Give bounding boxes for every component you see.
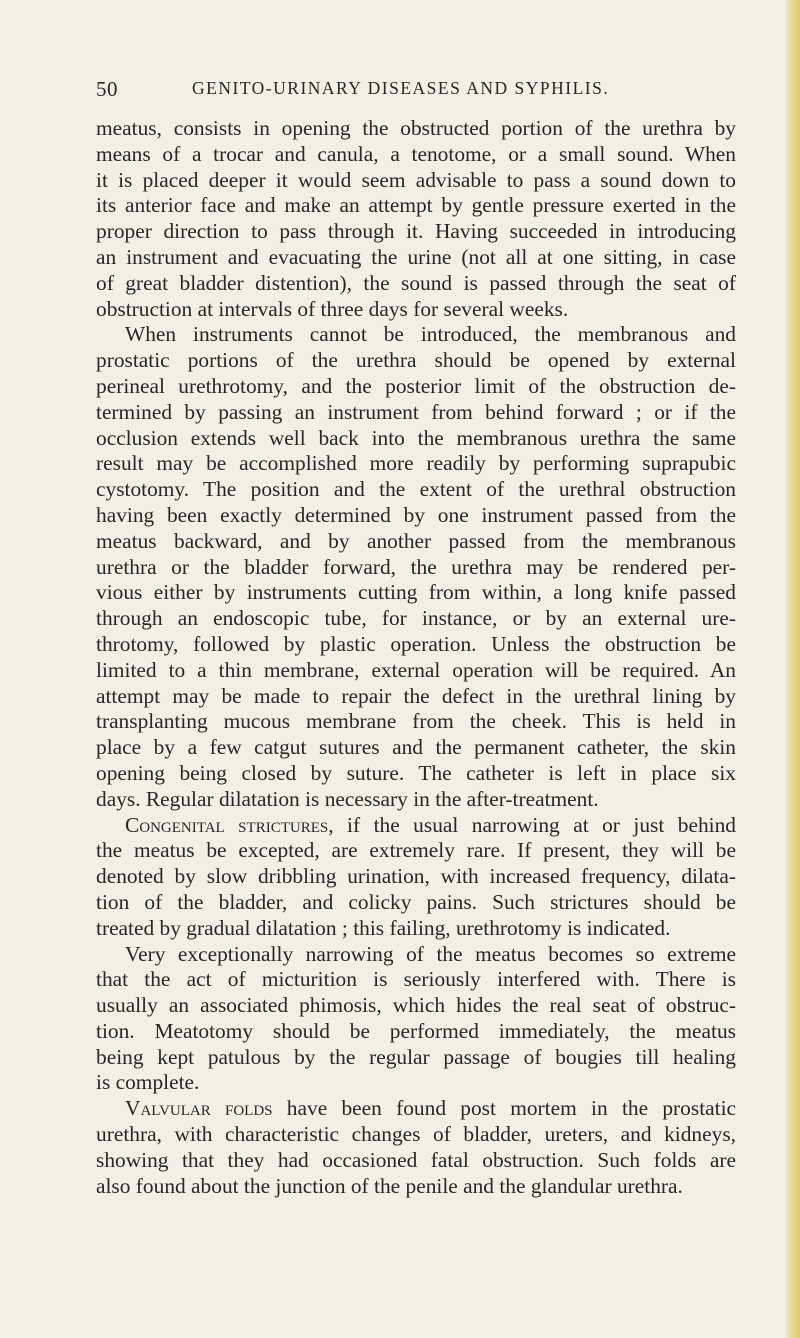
text-line: transplanting mucous membrane from the cheek. This is held in [96, 709, 736, 734]
text-line: occlusion extends well back into the membranous urethra the same [96, 425, 736, 450]
text-line: vious either by instruments cutting from within, a long knife passed [96, 580, 736, 605]
text-line: days. Regular dilatation is necessary in the after-treatment. [96, 786, 599, 811]
paragraph [96, 942, 736, 1097]
text-line: prostatic portions of the urethra should be opened by external [96, 348, 736, 373]
text-line: Very exceptionally narrowing of the meatus becomes so extreme [125, 941, 736, 966]
text-line: treated by gradual dilatation ; this failing, urethrotomy is indicated. [96, 915, 671, 940]
page-edge [786, 0, 800, 1338]
text-line: tion. Meatotomy should be performed immediately, the meatus [96, 1018, 736, 1043]
paragraph [96, 116, 736, 322]
text-line: having been exactly determined by one instrument passed from the [96, 502, 736, 527]
text-line: means of a trocar and canula, a tenotome, or a small sound. When [96, 141, 736, 166]
text-run: have been found post mortem in the prostatic [272, 1096, 736, 1121]
text-line: is complete. [96, 1070, 200, 1095]
paragraph [96, 813, 736, 942]
text-line: tion of the bladder, and colicky pains. Such strictures should be [96, 889, 736, 914]
text-line: cystotomy. The position and the extent of the urethral obstruction [96, 477, 736, 502]
text-line: obstruction at intervals of three days for several weeks. [96, 296, 569, 321]
text-line [96, 813, 736, 839]
text-line: termined by passing an instrument from behind forward ; or if the [96, 399, 736, 424]
paragraph [96, 322, 736, 812]
text-line: through an endoscopic tube, for instance, or by an external ure- [96, 606, 736, 631]
text-line: of great bladder distention), the sound is passed through the seat of [96, 270, 736, 295]
page-header [96, 77, 736, 105]
text-line: limited to a thin membrane, external operation will be required. An [96, 657, 736, 682]
text-line: usually an associated phimosis, which hides the real seat of obstruc- [96, 993, 736, 1018]
text-line: throtomy, followed by plastic operation. Unless the obstruction be [96, 631, 736, 656]
running-head: GENITO-URINARY DISEASES AND SYPHILIS. [192, 78, 610, 98]
text-line: meatus backward, and by another passed from the membranous [96, 528, 736, 553]
section-heading: Valvular folds [125, 1096, 273, 1121]
text-line: meatus, consists in opening the obstructed portion of the urethra by [96, 116, 736, 140]
text-line: proper direction to pass through it. Having succeeded in introducing [96, 219, 736, 244]
text-line: urethra, with characteristic changes of bladder, ureters, and kidneys, [96, 1122, 736, 1147]
paragraph [96, 1096, 736, 1199]
text-run: if the usual narrowing at or just behind [333, 812, 736, 837]
text-body [96, 116, 736, 1199]
text-line: that the act of micturition is seriously interfered with. There is [96, 967, 736, 992]
text-line: the meatus be excepted, are extremely rare. If present, they will be [96, 838, 736, 863]
text-line: denoted by slow dribbling urination, with increased frequency, dilata- [96, 864, 736, 889]
text-line: also found about the junction of the penile and the glandular urethra. [96, 1173, 683, 1198]
text-line: its anterior face and make an attempt by gentle pressure exerted in the [96, 193, 736, 218]
text-line: being kept patulous by the regular passage of bougies till healing [96, 1044, 736, 1069]
text-line: it is placed deeper it would seem advisable to pass a sound down to [96, 167, 736, 192]
text-line: When instruments cannot be introduced, the membranous and [125, 322, 736, 347]
page-number: 50 [96, 77, 118, 101]
text-line: opening being closed by suture. The catheter is left in place six [96, 760, 736, 785]
text-line [96, 1096, 736, 1122]
section-heading: Congenital strictures, [125, 812, 334, 837]
text-line: an instrument and evacuating the urine (not all at one sitting, in case [96, 244, 736, 269]
text-line: place by a few catgut sutures and the permanent catheter, the skin [96, 735, 736, 760]
text-line: showing that they had occasioned fatal obstruction. Such folds are [96, 1147, 736, 1172]
text-line: result may be accomplished more readily by performing suprapubic [96, 451, 736, 476]
text-line: attempt may be made to repair the defect in the urethral lining by [96, 683, 736, 708]
text-line: perineal urethrotomy, and the posterior limit of the obstruction de- [96, 373, 736, 398]
text-line: urethra or the bladder forward, the urethra may be rendered per- [96, 554, 736, 579]
